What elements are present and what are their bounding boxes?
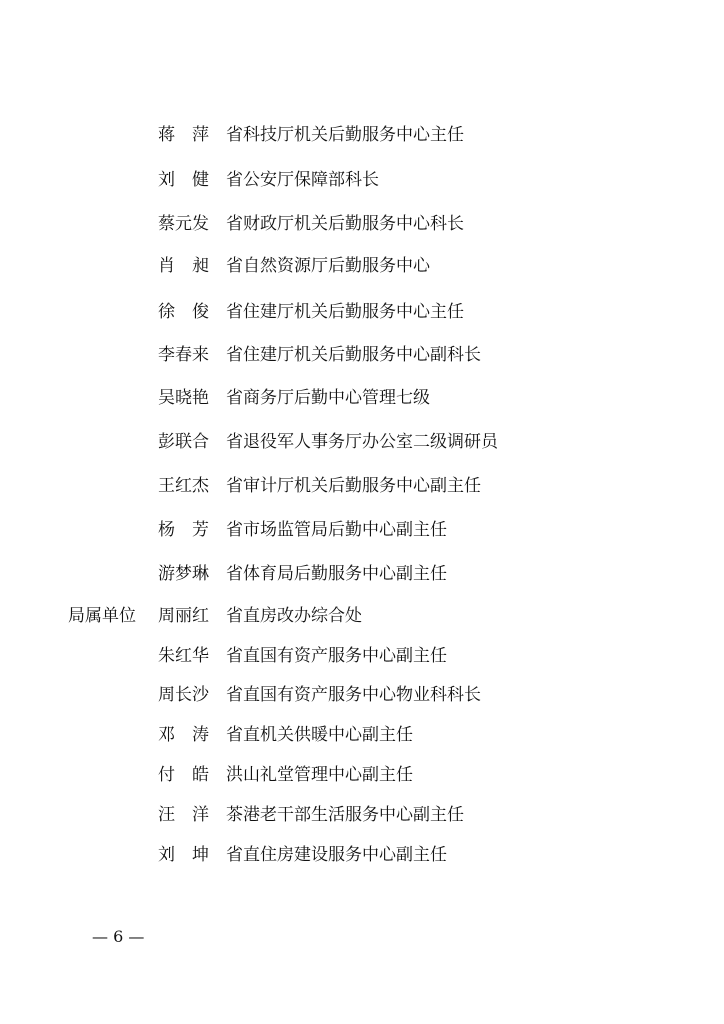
position-title: 省商务厅后勤中心管理七级 xyxy=(226,388,430,408)
position-title: 省公安厅保障部科长 xyxy=(226,170,379,190)
person-name: 杨 芳 xyxy=(158,520,209,540)
position-title: 省直房改办综合处 xyxy=(226,606,362,626)
person-name: 周丽红 xyxy=(158,606,209,626)
list-item xyxy=(0,209,724,239)
position-title: 省退役军人事务厅办公室二级调研员 xyxy=(226,432,498,452)
person-name: 游梦琳 xyxy=(158,564,209,584)
person-name: 彭联合 xyxy=(158,432,209,452)
list-item xyxy=(0,840,724,870)
position-title: 省住建厅机关后勤服务中心主任 xyxy=(226,302,464,322)
person-name: 朱红华 xyxy=(158,646,209,666)
position-title: 省自然资源厅后勤服务中心 xyxy=(226,256,430,276)
position-title: 省直机关供暖中心副主任 xyxy=(226,725,413,745)
person-name: 刘 坤 xyxy=(158,845,209,865)
position-title: 省财政厅机关后勤服务中心科长 xyxy=(226,214,464,234)
person-name: 肖 昶 xyxy=(158,256,209,276)
list-item xyxy=(0,120,724,150)
list-item xyxy=(0,559,724,589)
list-item xyxy=(0,680,724,710)
list-item xyxy=(0,251,724,281)
list-item xyxy=(0,720,724,750)
list-item xyxy=(0,515,724,545)
page-number: — 6 — xyxy=(92,927,145,946)
list-item xyxy=(0,340,724,370)
person-name: 刘 健 xyxy=(158,170,209,190)
person-name: 蔡元发 xyxy=(158,214,209,234)
position-title: 省直国有资产服务中心副主任 xyxy=(226,646,447,666)
position-title: 省直住房建设服务中心副主任 xyxy=(226,845,447,865)
person-name: 邓 涛 xyxy=(158,725,209,745)
position-title: 省直国有资产服务中心物业科科长 xyxy=(226,685,481,705)
group-label: 局属单位 xyxy=(68,606,136,626)
position-title: 省体育局后勤服务中心副主任 xyxy=(226,564,447,584)
list-item xyxy=(0,471,724,501)
person-name: 王红杰 xyxy=(158,476,209,496)
person-name: 徐 俊 xyxy=(158,302,209,322)
person-name: 吴晓艳 xyxy=(158,388,209,408)
position-title: 省住建厅机关后勤服务中心副科长 xyxy=(226,345,481,365)
position-title: 省市场监管局后勤中心副主任 xyxy=(226,520,447,540)
position-title: 茶港老干部生活服务中心副主任 xyxy=(226,805,464,825)
position-title: 洪山礼堂管理中心副主任 xyxy=(226,765,413,785)
person-name: 李春来 xyxy=(158,345,209,365)
list-item xyxy=(0,297,724,327)
list-item xyxy=(0,165,724,195)
list-item xyxy=(0,641,724,671)
person-name: 周长沙 xyxy=(158,685,209,705)
person-name: 汪 洋 xyxy=(158,805,209,825)
list-item xyxy=(0,760,724,790)
position-title: 省科技厅机关后勤服务中心主任 xyxy=(226,125,464,145)
list-item xyxy=(0,800,724,830)
person-name: 蒋 萍 xyxy=(158,125,209,145)
person-name: 付 皓 xyxy=(158,765,209,785)
position-title: 省审计厅机关后勤服务中心副主任 xyxy=(226,476,481,496)
list-item xyxy=(0,427,724,457)
list-item xyxy=(0,601,724,631)
list-item xyxy=(0,383,724,413)
